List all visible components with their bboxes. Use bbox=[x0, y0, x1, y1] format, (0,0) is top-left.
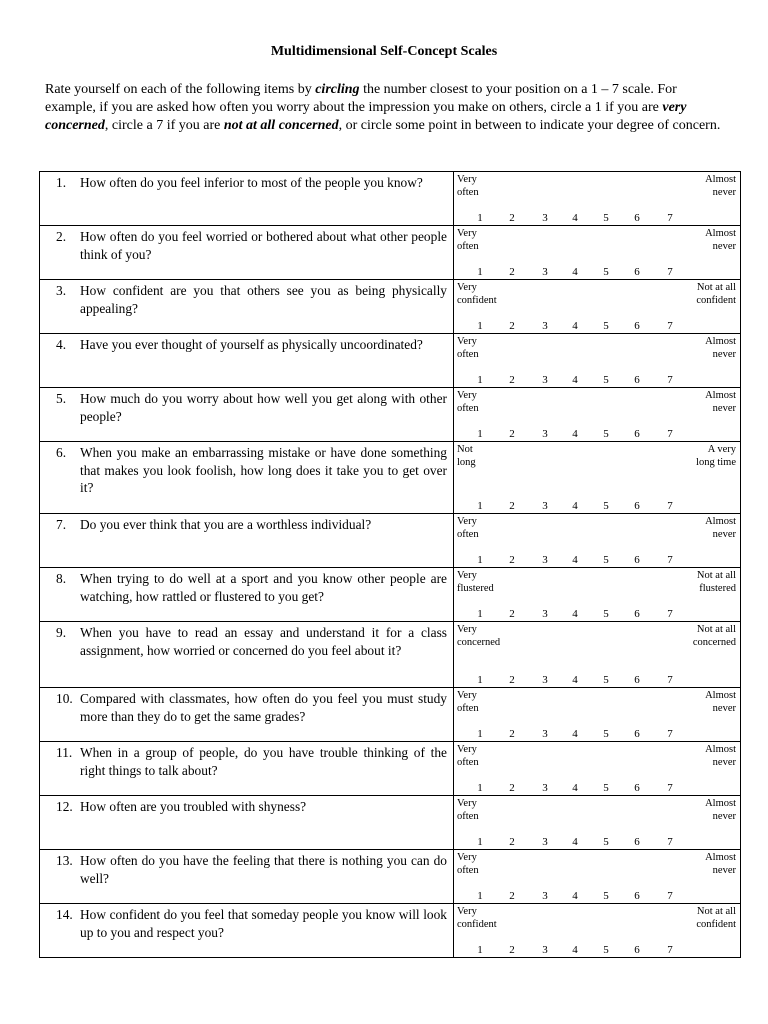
scale-item-row bbox=[40, 388, 741, 442]
item-rating-cell bbox=[454, 622, 741, 688]
rating-option-4[interactable]: 4 bbox=[572, 500, 578, 512]
scale-right-anchor-line-2: confident bbox=[696, 295, 736, 306]
rating-option-5[interactable]: 5 bbox=[603, 836, 609, 848]
rating-option-1[interactable]: 1 bbox=[477, 374, 483, 386]
rating-option-7[interactable]: 7 bbox=[667, 674, 673, 686]
rating-option-1[interactable]: 1 bbox=[477, 890, 483, 902]
rating-option-5[interactable]: 5 bbox=[603, 728, 609, 740]
rating-option-7[interactable]: 7 bbox=[667, 500, 673, 512]
scale-right-anchor-line-2: long time bbox=[696, 457, 736, 468]
rating-option-6[interactable]: 6 bbox=[634, 266, 640, 278]
scale-right-anchor-line-1: Not at all bbox=[696, 906, 736, 917]
item-rating-cell bbox=[454, 514, 741, 568]
scale-right-anchor bbox=[705, 851, 736, 877]
scale-left-anchor-line-1: Very bbox=[457, 906, 477, 917]
scale-right-anchor-line-1: Almost bbox=[705, 744, 736, 755]
item-rating-cell bbox=[454, 688, 741, 742]
item-question-cell bbox=[40, 904, 454, 958]
rating-option-4[interactable]: 4 bbox=[572, 428, 578, 440]
scale-right-anchor-line-1: Almost bbox=[705, 174, 736, 185]
item-number: 10. bbox=[56, 691, 73, 706]
rating-option-1[interactable]: 1 bbox=[477, 608, 483, 620]
scale-item-row bbox=[40, 334, 741, 388]
item-rating-cell bbox=[454, 442, 741, 514]
rating-option-2[interactable]: 2 bbox=[509, 674, 515, 686]
rating-option-2[interactable]: 2 bbox=[509, 890, 515, 902]
scale-right-anchor bbox=[705, 689, 736, 715]
scale-left-anchor bbox=[457, 335, 479, 361]
scale-left-anchor-line-2: often bbox=[457, 187, 479, 198]
rating-option-2[interactable]: 2 bbox=[509, 554, 515, 566]
scale-right-anchor-line-2: never bbox=[712, 703, 736, 714]
item-rating-cell bbox=[454, 796, 741, 850]
scale-left-anchor-line-1: Very bbox=[457, 798, 477, 809]
item-question-text: How confident are you that others see you as being physically appealing? bbox=[80, 283, 447, 316]
rating-option-5[interactable]: 5 bbox=[603, 554, 609, 566]
rating-option-5[interactable]: 5 bbox=[603, 266, 609, 278]
rating-option-2[interactable]: 2 bbox=[509, 782, 515, 794]
rating-option-4[interactable]: 4 bbox=[572, 608, 578, 620]
item-rating-cell bbox=[454, 904, 741, 958]
item-question-cell bbox=[40, 514, 454, 568]
item-question-text: How often do you have the feeling that there is nothing you can do well? bbox=[80, 853, 447, 886]
rating-option-5[interactable]: 5 bbox=[603, 428, 609, 440]
scale-left-anchor bbox=[457, 443, 476, 469]
rating-option-3[interactable]: 3 bbox=[542, 320, 548, 332]
item-question-text: How often are you troubled with shyness? bbox=[80, 799, 307, 814]
scale-left-anchor-line-1: Very bbox=[457, 690, 477, 701]
item-number: 12. bbox=[56, 799, 73, 814]
rating-option-7[interactable]: 7 bbox=[667, 554, 673, 566]
rating-scale-numbers bbox=[454, 317, 740, 333]
item-number: 7. bbox=[56, 517, 67, 532]
rating-option-4[interactable]: 4 bbox=[572, 212, 578, 224]
scale-right-anchor bbox=[705, 227, 736, 253]
rating-option-5[interactable]: 5 bbox=[603, 608, 609, 620]
item-number: 13. bbox=[56, 853, 73, 868]
item-question-text: When in a group of people, do you have trouble thinking of the right things to talk about? bbox=[80, 745, 447, 778]
item-question-cell bbox=[40, 850, 454, 904]
rating-option-7[interactable]: 7 bbox=[667, 212, 673, 224]
rating-option-7[interactable]: 7 bbox=[667, 320, 673, 332]
rating-option-4[interactable]: 4 bbox=[572, 890, 578, 902]
rating-option-2[interactable]: 2 bbox=[509, 320, 515, 332]
scale-left-anchor-line-2: concerned bbox=[457, 637, 501, 648]
item-question-cell bbox=[40, 334, 454, 388]
item-rating-cell bbox=[454, 280, 741, 334]
rating-option-1[interactable]: 1 bbox=[477, 428, 483, 440]
item-question-text: How much do you worry about how well you get along with other people? bbox=[80, 391, 447, 424]
item-number: 1. bbox=[56, 175, 67, 190]
rating-option-7[interactable]: 7 bbox=[667, 374, 673, 386]
scale-right-anchor-line-1: Almost bbox=[705, 516, 736, 527]
scale-right-anchor-line-2: flustered bbox=[699, 583, 736, 594]
item-question-text: How confident do you feel that someday people you know will look up to you and respect you? bbox=[80, 907, 447, 940]
scale-left-anchor-line-1: Very bbox=[457, 282, 477, 293]
rating-option-1[interactable]: 1 bbox=[477, 674, 483, 686]
item-question-text: How often do you feel worried or bothered about what other people think of you? bbox=[80, 229, 447, 262]
scale-right-anchor-line-1: Almost bbox=[705, 690, 736, 701]
scale-left-anchor-line-1: Very bbox=[457, 228, 477, 239]
instructions-text-3: , circle a 7 if you are bbox=[104, 118, 224, 133]
scale-right-anchor bbox=[705, 335, 736, 361]
scale-right-anchor-line-2: concerned bbox=[692, 637, 736, 648]
scale-left-anchor-line-1: Very bbox=[457, 570, 477, 581]
scale-right-anchor-line-1: Not at all bbox=[696, 282, 736, 293]
scale-left-anchor bbox=[457, 797, 479, 823]
rating-option-4[interactable]: 4 bbox=[572, 674, 578, 686]
scale-right-anchor-line-1: Not at all bbox=[696, 570, 736, 581]
rating-option-2[interactable]: 2 bbox=[509, 836, 515, 848]
rating-option-3[interactable]: 3 bbox=[542, 944, 548, 956]
scale-left-anchor-line-1: Very bbox=[457, 516, 477, 527]
scale-item-row bbox=[40, 442, 741, 514]
rating-option-7[interactable]: 7 bbox=[667, 266, 673, 278]
rating-option-2[interactable]: 2 bbox=[509, 428, 515, 440]
item-question-cell bbox=[40, 742, 454, 796]
rating-option-6[interactable]: 6 bbox=[634, 836, 640, 848]
scale-right-anchor-line-1: Not at all bbox=[696, 624, 736, 635]
item-question-cell bbox=[40, 226, 454, 280]
rating-option-2[interactable]: 2 bbox=[509, 608, 515, 620]
rating-option-6[interactable]: 6 bbox=[634, 944, 640, 956]
item-question-text: When you have to read an essay and understand it for a class assignment, how worried or concerned do you feel about it? bbox=[80, 625, 447, 658]
instructions-paragraph bbox=[45, 81, 725, 135]
scale-right-anchor bbox=[705, 173, 736, 199]
scale-right-anchor-line-1: Almost bbox=[705, 798, 736, 809]
rating-option-4[interactable]: 4 bbox=[572, 782, 578, 794]
rating-option-1[interactable]: 1 bbox=[477, 782, 483, 794]
scale-left-anchor bbox=[457, 689, 479, 715]
rating-option-5[interactable]: 5 bbox=[603, 374, 609, 386]
item-number: 6. bbox=[56, 445, 67, 460]
item-question-text: Do you ever think that you are a worthless individual? bbox=[80, 517, 372, 532]
scale-left-anchor bbox=[457, 743, 479, 769]
instructions-emphasis-circling: circling bbox=[315, 82, 360, 97]
scale-left-anchor-line-2: often bbox=[457, 241, 479, 252]
scale-left-anchor bbox=[457, 569, 494, 595]
scale-right-anchor-line-2: never bbox=[712, 403, 736, 414]
document-title: Multidimensional Self-Concept Scales bbox=[270, 44, 498, 59]
rating-scale-numbers bbox=[454, 941, 740, 957]
rating-option-1[interactable]: 1 bbox=[477, 266, 483, 278]
item-question-cell bbox=[40, 172, 454, 226]
item-question-cell bbox=[40, 622, 454, 688]
scale-right-anchor bbox=[705, 797, 736, 823]
item-question-cell bbox=[40, 442, 454, 514]
scale-right-anchor bbox=[705, 743, 736, 769]
scale-right-anchor-line-2: never bbox=[712, 187, 736, 198]
scale-left-anchor-line-2: often bbox=[457, 757, 479, 768]
rating-option-2[interactable]: 2 bbox=[509, 374, 515, 386]
rating-option-4[interactable]: 4 bbox=[572, 944, 578, 956]
scale-item-row bbox=[40, 172, 741, 226]
scale-right-anchor-line-2: never bbox=[712, 757, 736, 768]
scale-left-anchor-line-2: often bbox=[457, 349, 479, 360]
item-number: 2. bbox=[56, 229, 67, 244]
rating-option-4[interactable]: 4 bbox=[572, 266, 578, 278]
rating-option-4[interactable]: 4 bbox=[572, 374, 578, 386]
instructions-emphasis-very-concerned: very concerned bbox=[45, 100, 687, 133]
scale-right-anchor bbox=[696, 443, 736, 469]
rating-option-7[interactable]: 7 bbox=[667, 608, 673, 620]
scale-right-anchor-line-1: Almost bbox=[705, 852, 736, 863]
rating-option-1[interactable]: 1 bbox=[477, 728, 483, 740]
rating-option-3[interactable]: 3 bbox=[542, 554, 548, 566]
scale-left-anchor bbox=[457, 905, 497, 931]
rating-option-4[interactable]: 4 bbox=[572, 320, 578, 332]
instructions-text-1: Rate yourself on each of the following items by bbox=[45, 82, 316, 97]
scale-left-anchor-line-2: often bbox=[457, 811, 479, 822]
scale-right-anchor-line-2: never bbox=[712, 865, 736, 876]
rating-option-6[interactable]: 6 bbox=[634, 320, 640, 332]
scale-left-anchor bbox=[457, 851, 479, 877]
rating-option-3[interactable]: 3 bbox=[542, 428, 548, 440]
rating-option-6[interactable]: 6 bbox=[634, 782, 640, 794]
rating-option-5[interactable]: 5 bbox=[603, 944, 609, 956]
rating-option-5[interactable]: 5 bbox=[603, 212, 609, 224]
item-number: 3. bbox=[56, 283, 67, 298]
scale-right-anchor-line-2: never bbox=[712, 349, 736, 360]
rating-option-2[interactable]: 2 bbox=[509, 728, 515, 740]
item-question-text: Have you ever thought of yourself as physically uncoordinated? bbox=[80, 337, 423, 352]
rating-option-6[interactable]: 6 bbox=[634, 890, 640, 902]
scale-item-row bbox=[40, 226, 741, 280]
scale-left-anchor bbox=[457, 389, 479, 415]
scale-left-anchor-line-1: Very bbox=[457, 174, 477, 185]
scale-left-anchor bbox=[457, 623, 500, 649]
scale-left-anchor-line-2: often bbox=[457, 529, 479, 540]
item-question-cell bbox=[40, 688, 454, 742]
item-question-cell bbox=[40, 796, 454, 850]
item-number: 9. bbox=[56, 625, 67, 640]
rating-scale-numbers bbox=[454, 671, 740, 687]
rating-option-1[interactable]: 1 bbox=[477, 320, 483, 332]
rating-option-2[interactable]: 2 bbox=[509, 212, 515, 224]
rating-scale-numbers bbox=[454, 263, 740, 279]
scale-right-anchor bbox=[693, 623, 736, 649]
scale-left-anchor-line-2: long bbox=[457, 457, 476, 468]
scale-left-anchor-line-2: confident bbox=[457, 919, 497, 930]
scale-item-row bbox=[40, 688, 741, 742]
item-question-cell bbox=[40, 280, 454, 334]
item-number: 4. bbox=[56, 337, 67, 352]
item-rating-cell bbox=[454, 226, 741, 280]
item-rating-cell bbox=[454, 850, 741, 904]
scale-right-anchor-line-2: never bbox=[712, 811, 736, 822]
rating-option-2[interactable]: 2 bbox=[509, 500, 515, 512]
scale-left-anchor bbox=[457, 281, 497, 307]
rating-option-3[interactable]: 3 bbox=[542, 836, 548, 848]
rating-option-1[interactable]: 1 bbox=[477, 212, 483, 224]
scale-left-anchor-line-1: Very bbox=[457, 624, 477, 635]
rating-option-6[interactable]: 6 bbox=[634, 374, 640, 386]
scale-left-anchor-line-1: Very bbox=[457, 852, 477, 863]
item-rating-cell bbox=[454, 742, 741, 796]
scale-left-anchor-line-1: Very bbox=[457, 336, 477, 347]
rating-option-4[interactable]: 4 bbox=[572, 728, 578, 740]
rating-scale-numbers bbox=[454, 833, 740, 849]
scale-right-anchor-line-2: confident bbox=[696, 919, 736, 930]
rating-option-6[interactable]: 6 bbox=[634, 728, 640, 740]
rating-option-4[interactable]: 4 bbox=[572, 836, 578, 848]
scale-item-row bbox=[40, 796, 741, 850]
rating-option-6[interactable]: 6 bbox=[634, 554, 640, 566]
item-rating-cell bbox=[454, 388, 741, 442]
scale-right-anchor-line-1: Almost bbox=[705, 336, 736, 347]
item-question-cell bbox=[40, 388, 454, 442]
scale-right-anchor bbox=[696, 281, 736, 307]
item-question-cell bbox=[40, 568, 454, 622]
scale-right-anchor-line-1: Almost bbox=[705, 228, 736, 239]
scale-right-anchor bbox=[697, 569, 736, 595]
scale-left-anchor-line-1: Very bbox=[457, 390, 477, 401]
rating-option-6[interactable]: 6 bbox=[634, 428, 640, 440]
item-number: 11. bbox=[56, 745, 73, 760]
self-concept-scale-table bbox=[39, 171, 741, 958]
rating-option-3[interactable]: 3 bbox=[542, 374, 548, 386]
scale-right-anchor-line-2: never bbox=[712, 529, 736, 540]
scale-left-anchor-line-1: Not bbox=[457, 444, 473, 455]
instructions-emphasis-not-concerned: not at all concerned bbox=[223, 118, 339, 133]
item-question-text: Compared with classmates, how often do you feel you must study more than they do to get the same grades? bbox=[80, 691, 447, 724]
item-number: 14. bbox=[56, 907, 73, 922]
rating-scale-numbers bbox=[454, 725, 740, 741]
item-question-text: When you make an embarrassing mistake or have done something that makes you look foolish, how long does it take you to get over it? bbox=[80, 445, 447, 495]
scale-item-row bbox=[40, 850, 741, 904]
scale-item-row bbox=[40, 622, 741, 688]
scale-left-anchor bbox=[457, 515, 479, 541]
item-number: 5. bbox=[56, 391, 67, 406]
scale-left-anchor-line-2: confident bbox=[457, 295, 497, 306]
rating-option-3[interactable]: 3 bbox=[542, 728, 548, 740]
rating-option-3[interactable]: 3 bbox=[542, 782, 548, 794]
item-rating-cell bbox=[454, 334, 741, 388]
rating-option-2[interactable]: 2 bbox=[509, 944, 515, 956]
rating-scale-numbers bbox=[454, 779, 740, 795]
scale-right-anchor-line-1: A very bbox=[707, 444, 736, 455]
rating-scale-numbers bbox=[454, 551, 740, 567]
scale-right-anchor-line-2: never bbox=[712, 241, 736, 252]
rating-option-5[interactable]: 5 bbox=[603, 320, 609, 332]
rating-option-5[interactable]: 5 bbox=[603, 500, 609, 512]
instructions-text-2: the number closest to your position on a 1 – 7 scale. For example, if you are asked how often you worry about the impression you make on others, circle a 1 if you are bbox=[45, 82, 677, 115]
scale-left-anchor-line-2: often bbox=[457, 403, 479, 414]
rating-option-7[interactable]: 7 bbox=[667, 890, 673, 902]
item-question-text: When trying to do well at a sport and you know other people are watching, how rattled or flustered to you get? bbox=[80, 571, 447, 604]
item-number: 8. bbox=[56, 571, 67, 586]
scale-item-row bbox=[40, 280, 741, 334]
rating-option-6[interactable]: 6 bbox=[634, 212, 640, 224]
scale-left-anchor-line-2: often bbox=[457, 703, 479, 714]
rating-scale-numbers bbox=[454, 209, 740, 225]
scale-left-anchor-line-1: Very bbox=[457, 744, 477, 755]
rating-scale-numbers bbox=[454, 497, 740, 513]
rating-option-4[interactable]: 4 bbox=[572, 554, 578, 566]
scale-left-anchor-line-2: flustered bbox=[457, 583, 494, 594]
rating-option-1[interactable]: 1 bbox=[477, 500, 483, 512]
item-rating-cell bbox=[454, 568, 741, 622]
scale-left-anchor bbox=[457, 227, 479, 253]
rating-option-5[interactable]: 5 bbox=[603, 782, 609, 794]
rating-option-7[interactable]: 7 bbox=[667, 944, 673, 956]
rating-option-5[interactable]: 5 bbox=[603, 674, 609, 686]
scale-item-row bbox=[40, 514, 741, 568]
scale-left-anchor-line-2: often bbox=[457, 865, 479, 876]
scale-item-row bbox=[40, 904, 741, 958]
rating-option-3[interactable]: 3 bbox=[542, 266, 548, 278]
scale-item-row bbox=[40, 742, 741, 796]
instructions-text-4: , or circle some point in between to indicate your degree of concern. bbox=[338, 118, 721, 133]
scale-right-anchor-line-1: Almost bbox=[705, 390, 736, 401]
scale-right-anchor bbox=[705, 515, 736, 541]
scale-left-anchor bbox=[457, 173, 479, 199]
rating-option-3[interactable]: 3 bbox=[542, 608, 548, 620]
rating-option-6[interactable]: 6 bbox=[634, 674, 640, 686]
rating-option-3[interactable]: 3 bbox=[542, 674, 548, 686]
rating-scale-numbers bbox=[454, 425, 740, 441]
rating-option-6[interactable]: 6 bbox=[634, 500, 640, 512]
rating-option-6[interactable]: 6 bbox=[634, 608, 640, 620]
rating-option-3[interactable]: 3 bbox=[542, 500, 548, 512]
rating-scale-numbers bbox=[454, 887, 740, 903]
rating-option-3[interactable]: 3 bbox=[542, 212, 548, 224]
rating-option-1[interactable]: 1 bbox=[477, 554, 483, 566]
scale-right-anchor bbox=[696, 905, 736, 931]
rating-option-5[interactable]: 5 bbox=[603, 890, 609, 902]
scale-right-anchor bbox=[705, 389, 736, 415]
rating-option-1[interactable]: 1 bbox=[477, 836, 483, 848]
rating-option-7[interactable]: 7 bbox=[667, 836, 673, 848]
rating-scale-numbers bbox=[454, 371, 740, 387]
scale-item-row bbox=[40, 568, 741, 622]
rating-option-7[interactable]: 7 bbox=[667, 428, 673, 440]
item-rating-cell bbox=[454, 172, 741, 226]
rating-option-1[interactable]: 1 bbox=[477, 944, 483, 956]
rating-scale-numbers bbox=[454, 605, 740, 621]
rating-option-7[interactable]: 7 bbox=[667, 728, 673, 740]
rating-option-7[interactable]: 7 bbox=[667, 782, 673, 794]
rating-option-3[interactable]: 3 bbox=[542, 890, 548, 902]
rating-option-2[interactable]: 2 bbox=[509, 266, 515, 278]
item-question-text: How often do you feel inferior to most of the people you know? bbox=[80, 175, 423, 190]
